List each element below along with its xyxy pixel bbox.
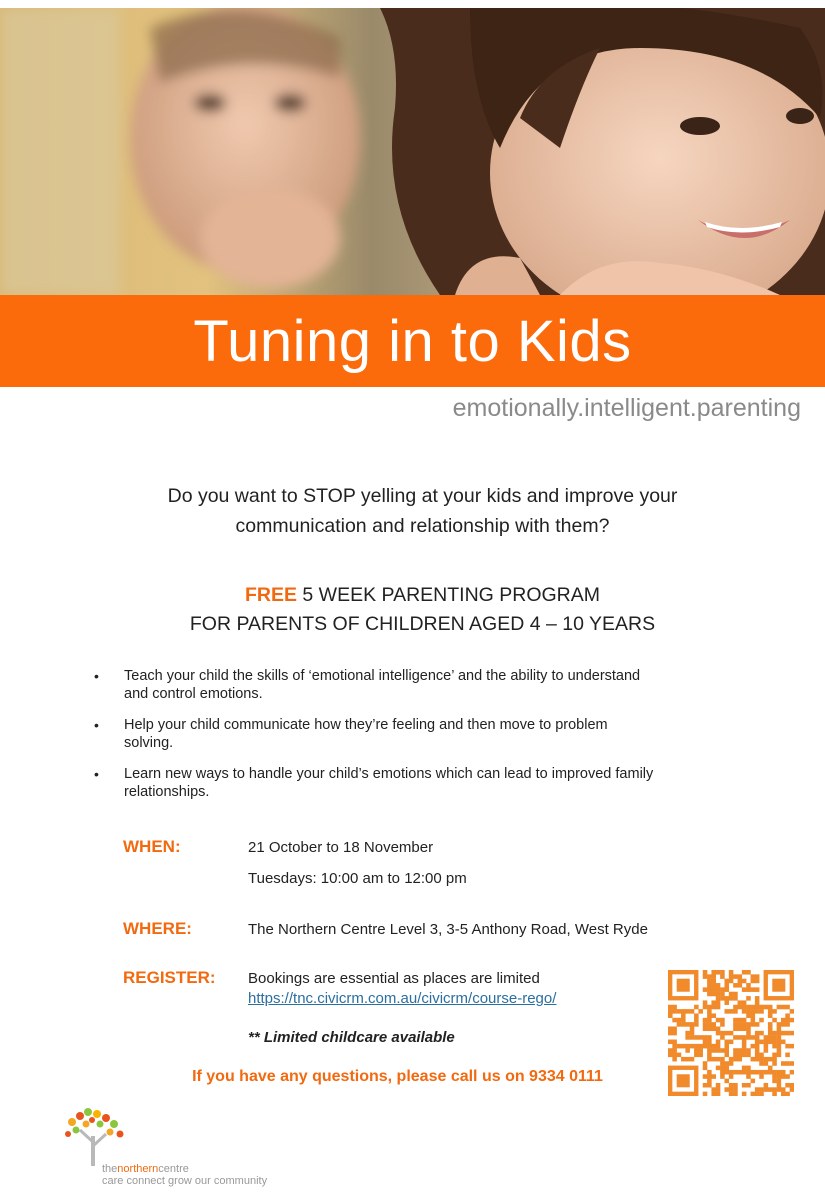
benefits-list <box>92 667 772 814</box>
where-label: WHERE: <box>123 919 192 938</box>
list-item: • Help your child communicate how they’re feeling and then move to problem solving. <box>94 717 608 751</box>
program-headline <box>60 581 785 639</box>
qr-finder-icon <box>764 970 794 1000</box>
register-link[interactable]: https://tnc.civicrm.com.au/civicrm/course-rego/ <box>248 990 557 1007</box>
program-line-1 <box>60 581 785 610</box>
program-line-1-text: 5 WEEK PARENTING PROGRAM <box>297 584 601 606</box>
free-highlight: FREE <box>244 584 297 606</box>
when-dates: 21 October to 18 November <box>248 839 434 856</box>
logo-name: thenortherncentre <box>102 1163 189 1175</box>
list-item: • Learn new ways to handle your child’s emotions which can lead to improved family relationships. <box>94 766 654 800</box>
tagline: emotionally.intelligent.parenting <box>452 394 801 422</box>
intro-question-line-2: communication and relationship with them? <box>235 515 610 537</box>
title-band <box>0 295 825 387</box>
hero-photo <box>0 8 825 295</box>
when-times: Tuesdays: 10:00 am to 12:00 pm <box>248 870 467 887</box>
register-label: REGISTER: <box>123 968 216 987</box>
when-label: WHEN: <box>123 837 181 856</box>
list-item: • Teach your child the skills of ‘emotional intelligence’ and the ability to understand and control emotions. <box>94 668 641 702</box>
logo-motto: care connect grow our community <box>102 1175 268 1187</box>
register-note: Bookings are essential as places are limited <box>248 970 540 987</box>
logo-text <box>102 1163 267 1187</box>
program-line-2: FOR PARENTS OF CHILDREN AGED 4 – 10 YEARS <box>189 613 656 635</box>
where-value: The Northern Centre Level 3, 3-5 Anthony Road, West Ryde <box>248 921 648 938</box>
page-title: Tuning in to Kids <box>193 308 632 374</box>
tree-icon <box>64 1108 134 1168</box>
intro-question <box>60 481 785 541</box>
bullet-icon: • <box>94 668 99 684</box>
bullet-icon: • <box>94 766 99 782</box>
qr-finder-icon <box>668 970 698 1000</box>
intro-question-line-1: Do you want to STOP yelling at your kids and improve your <box>167 485 678 507</box>
childcare-note: ** Limited childcare available <box>248 1029 455 1046</box>
contact-line: If you have any questions, please call us on 9334 0111 <box>192 1068 603 1085</box>
bullet-icon: • <box>94 717 99 733</box>
